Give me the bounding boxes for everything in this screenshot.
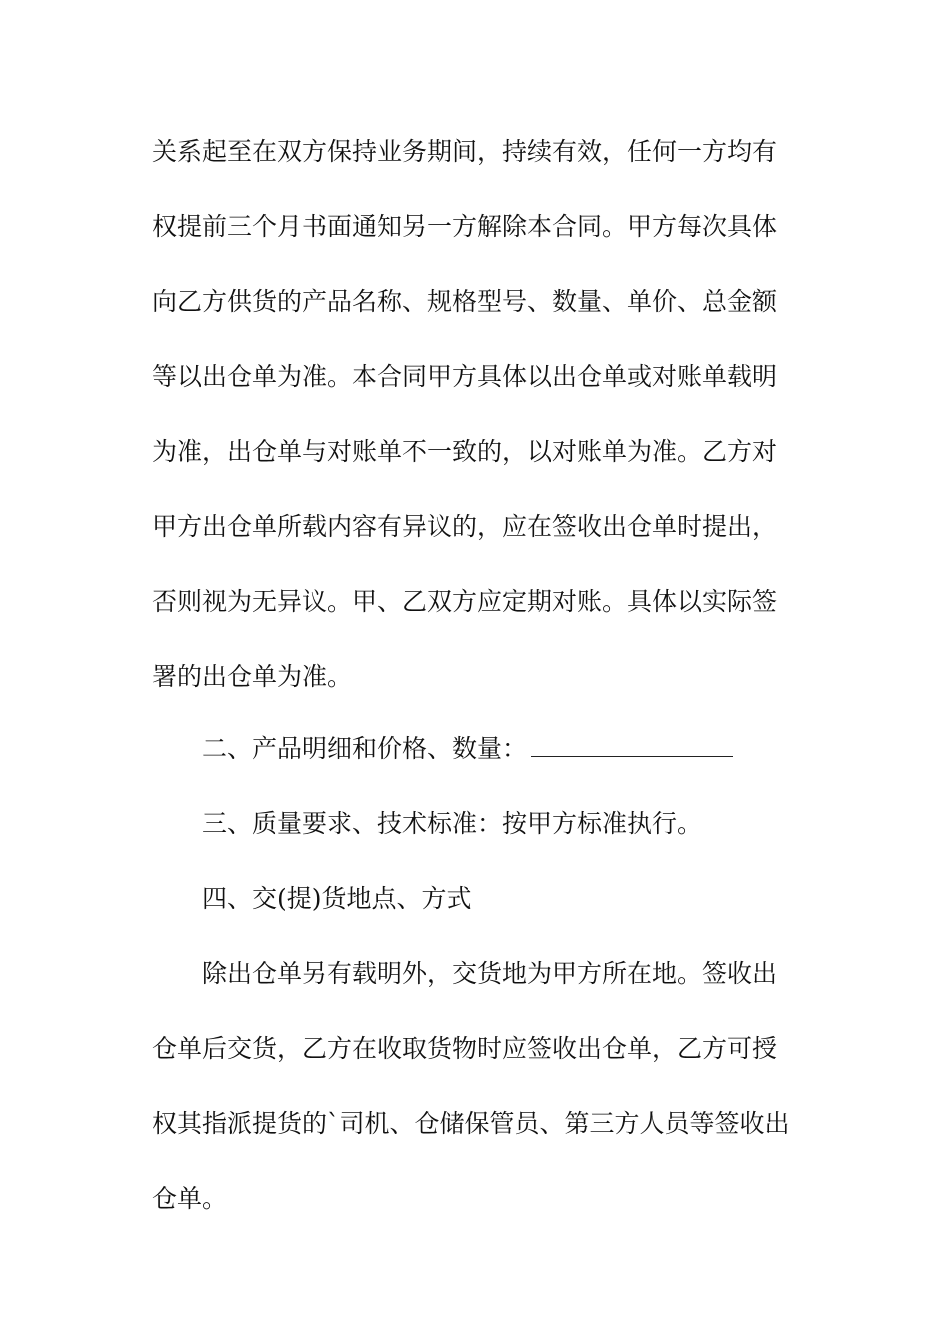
fill-in-blank bbox=[531, 734, 733, 757]
paragraph-line: 除出仓单另有载明外，交货地为甲方所在地。签收出 bbox=[202, 959, 778, 988]
paragraph-line: 为准，出仓单与对账单不一致的，以对账单为准。乙方对 bbox=[152, 437, 778, 466]
section-heading-2 bbox=[202, 734, 733, 764]
paragraph-line: 权其指派提货的`司机、仓储保管员、第三方人员等签收出 bbox=[152, 1109, 790, 1138]
paragraph-line: 关系起至在双方保持业务期间，持续有效，任何一方均有 bbox=[152, 137, 778, 166]
paragraph-line: 甲方出仓单所载内容有异议的，应在签收出仓单时提出， bbox=[152, 512, 778, 541]
paragraph-line: 等以出仓单为准。本合同甲方具体以出仓单或对账单载明 bbox=[152, 362, 778, 391]
paragraph-line: 仓单。 bbox=[152, 1184, 228, 1213]
paragraph-line: 否则视为无异议。甲、乙双方应定期对账。具体以实际签 bbox=[152, 587, 778, 616]
paragraph-line: 向乙方供货的产品名称、规格型号、数量、单价、总金额 bbox=[152, 287, 778, 316]
section-heading-2-text: 二、产品明细和价格、数量： bbox=[202, 734, 528, 763]
section-heading-3: 三、质量要求、技术标准：按甲方标准执行。 bbox=[202, 809, 703, 838]
paragraph-line: 权提前三个月书面通知另一方解除本合同。甲方每次具体 bbox=[152, 212, 778, 241]
paragraph-line: 仓单后交货，乙方在收取货物时应签收出仓单，乙方可授 bbox=[152, 1034, 778, 1063]
section-heading-4: 四、交(提)货地点、方式 bbox=[202, 884, 472, 913]
paragraph-line: 署的出仓单为准。 bbox=[152, 662, 353, 691]
